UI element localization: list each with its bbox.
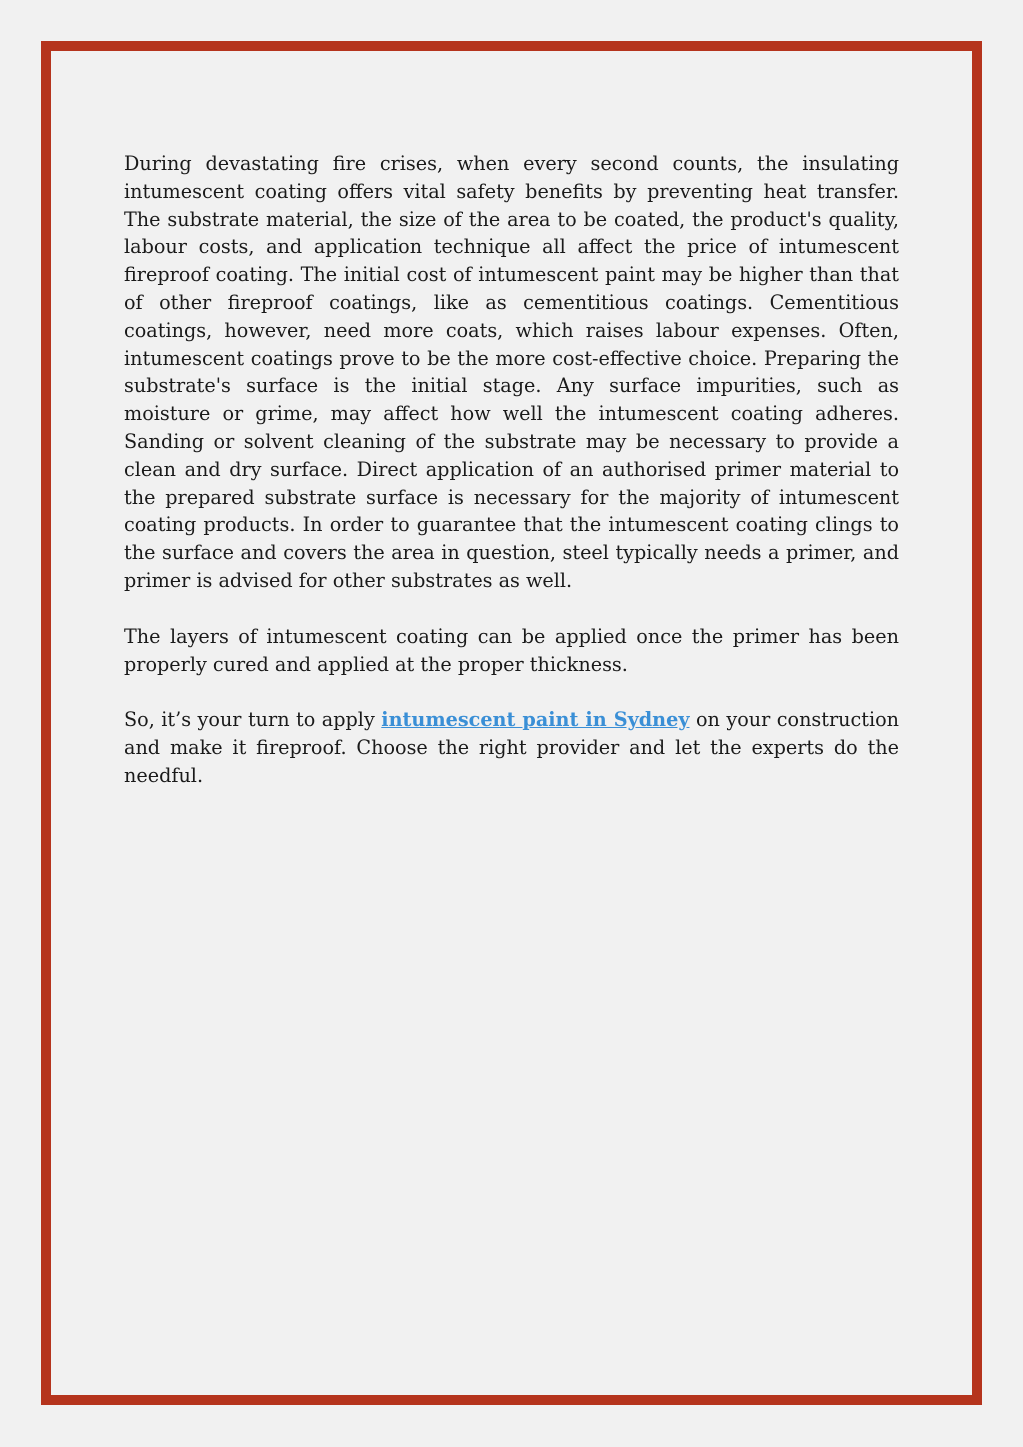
paragraph-primer: The layers of intumescent coating can be applied once the primer has been properly cured and applied at the proper thickness. [124, 624, 899, 676]
closing-text-before-link: So, it’s your turn to apply [124, 708, 382, 732]
document-body [124, 150, 899, 818]
intumescent-paint-link[interactable]: intumescent paint in Sydney [381, 708, 690, 732]
paragraph-closing [124, 706, 899, 789]
closing-text-after-link: on your construction and make it fireproof. Choose the right provider and let the experts do the needful. [124, 708, 900, 787]
paragraph-intro: During devastating fire crises, when every second counts, the insulating intumescent coating offers vital safety benefits by preventing heat transfer. The substrate material, the size of the area to be coated, the product's quality, labour costs, and application technique all affect the price of intumescent fireproof coating. The initial cost of intumescent paint may be higher than that of other fireproof coatings, like as cementitious coatings. Cementitious coatings, however, need more coats, which raises labour expenses. Often, intumescent coatings prove to be the more cost-effective choice. Preparing the substrate's surface is the initial stage. Any surface impurities, such as moisture or grime, may affect how well the intumescent coating adheres. Sanding or solvent cleaning of the substrate may be necessary to provide a clean and dry surface. Direct application of an authorised primer material to the prepared substrate surface is necessary for the majority of intumescent coating products. In order to guarantee that the intumescent coating clings to the surface and covers the area in question, steel typically needs a primer, and primer is advised for other substrates as well. [124, 152, 899, 592]
